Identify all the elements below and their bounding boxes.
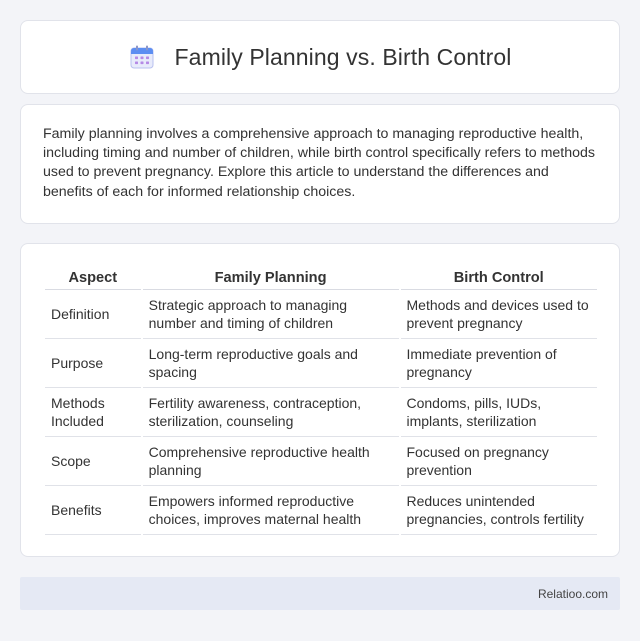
row-aspect: Definition <box>45 290 141 339</box>
row-birth-control: Condoms, pills, IUDs, implants, sterilization <box>401 388 598 437</box>
row-birth-control: Immediate prevention of pregnancy <box>401 339 598 388</box>
header-aspect: Aspect <box>45 266 141 290</box>
calendar-icon <box>129 44 155 70</box>
row-family-planning: Strategic approach to managing number and timing of children <box>143 290 399 339</box>
row-birth-control: Reduces unintended pregnancies, controls fertility <box>401 486 598 535</box>
title-wrap <box>129 44 512 71</box>
header-card <box>20 20 620 94</box>
footer-bar <box>20 577 620 610</box>
row-aspect: Benefits <box>45 486 141 535</box>
row-family-planning: Fertility awareness, contraception, sterilization, counseling <box>143 388 399 437</box>
header-birth-control: Birth Control <box>401 266 598 290</box>
table-header-row <box>45 266 597 290</box>
row-aspect: Methods Included <box>45 388 141 437</box>
table-row <box>45 486 597 535</box>
intro-paragraph: Family planning involves a comprehensive approach to managing reproductive health, including timing and number of children, while birth control specifically refers to methods used to prevent pregnancy. Explore this article to understand the differences and benefits of each for informed relationship choices. <box>43 126 596 200</box>
header-family-planning: Family Planning <box>143 266 399 290</box>
table-row <box>45 290 597 339</box>
row-family-planning: Empowers informed reproductive choices, improves maternal health <box>143 486 399 535</box>
row-birth-control: Focused on pregnancy prevention <box>401 437 598 486</box>
comparison-card <box>20 243 620 557</box>
page-title: Family Planning vs. Birth Control <box>174 43 512 70</box>
intro-card <box>20 104 620 224</box>
row-birth-control: Methods and devices used to prevent pregnancy <box>401 290 598 339</box>
table-row <box>45 388 597 437</box>
row-aspect: Purpose <box>45 339 141 388</box>
comparison-table <box>43 266 599 535</box>
row-aspect: Scope <box>45 437 141 486</box>
footer-brand: Relatioo.com <box>537 586 608 601</box>
row-family-planning: Comprehensive reproductive health planning <box>143 437 399 486</box>
table-row <box>45 437 597 486</box>
table-row <box>45 339 597 388</box>
row-family-planning: Long-term reproductive goals and spacing <box>143 339 399 388</box>
